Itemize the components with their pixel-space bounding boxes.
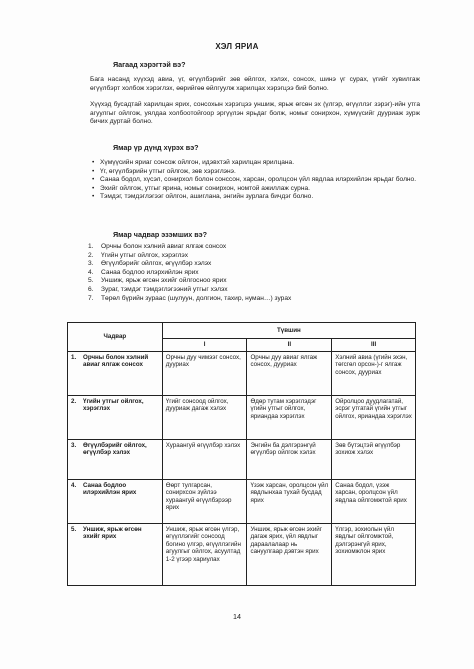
list-item [91, 176, 421, 185]
table-cell-skill: 4. Санаа бодлоо илэрхийлэн ярих [68, 479, 163, 523]
skills-item-text: Өгүүлбэрийг ойлгох, өгүүлбэр хэлэх [101, 260, 212, 268]
section-heading-results: Ямар үр дүнд хүрэх вэ? [113, 143, 199, 152]
table-row [68, 479, 416, 523]
list-item: 3. Өгүүлбэрийг ойлгох, өгүүлбэр хэлэх [88, 260, 212, 268]
skills-item-text: Уншиж, ярьж өгсөн эхийг ойлгосноо ярих [101, 277, 227, 285]
list-item [91, 193, 421, 202]
table-header-skill: Чадвар [68, 323, 163, 352]
table-cell: Үлгэр, зохиолын үйл явдлыг ойлгомжтой, дэлгэрэнгүй ярих, зохиомжлон ярих [332, 523, 416, 585]
bullet-icon: • [92, 184, 95, 192]
table-cell: Орчны дуу авиаг ялгаж сонсох, дууриах [247, 351, 332, 395]
table-cell: Зөв бүтэцтэй өгүүлбэр зохиож хэлэх [332, 439, 416, 479]
bullet-icon: • [92, 159, 95, 166]
table-cell-skill: 3. Өгүүлбэрийг ойлгох, өгүүлбэр хэлэх [68, 439, 163, 479]
skills-item-text: Үгийн утгыг ойлгох, хэрэглэх [101, 251, 189, 259]
skills-item-text: Санаа бодлоо илэрхийлэн ярих [101, 268, 199, 276]
list-item [91, 168, 421, 177]
list-item: 4. Санаа бодлоо илэрхийлэн ярих [88, 268, 199, 276]
table-cell: Уншиж, ярьж өгсөн эхийг дагаж ярих, үйл явдлыг дараалалаар нь сануулгаар дэвтэн ярих [247, 523, 332, 585]
table-cell-skill: 2. Үгийн утгыг ойлгох, хэрэглэх [68, 395, 163, 439]
results-item-text: Санаа бодол, хүсэл, сонирхол болон сонссон, харсан, оролцсон үйл явдлаа илэрхийлэн ярьдаг болно. [100, 176, 417, 184]
table-row [68, 351, 416, 395]
table-cell: Үгийг сонсоод ойлгох, дууриаж дагаж хэлэх [162, 395, 247, 439]
table-cell: Санаа бодол, үзэж харсан, оролцсон үйл явдлаа ойлгомжтой ярих [332, 479, 416, 523]
table-cell: Ойролцоо дуудлагатай, эсрэг утгатай үгийн утгыг ойлгох, яриандаа хэрэглэх [332, 395, 416, 439]
list-item: 5. Уншиж, ярьж өгсөн эхийг ойлгосноо ярих [88, 277, 227, 285]
results-list [91, 159, 421, 202]
table-cell: Орчны дуу чимээг сонсох, дууриах [162, 351, 247, 395]
table-cell-skill: 1. Орчны болон хэлний авиаг ялгаж сонсох [68, 351, 163, 395]
list-item: 7. Төрөл бүрийн зураас (шулуун, долгион, тахир, нуман…) зурах [88, 294, 292, 302]
skills-levels-table [67, 322, 416, 586]
skills-list [88, 243, 408, 303]
page-number: 14 [233, 612, 241, 621]
list-item: 6. Зураг, тэмдэг тэмдэглэгээний утгыг хэлэх [88, 285, 228, 293]
section-heading-skills: Ямар чадвар эзэмших вэ? [113, 230, 208, 239]
table-row [68, 439, 416, 479]
table-cell: Өдөр тутам хэрэглэдэг үгийн утгыг ойлгох, яриандаа хэрэглэх [247, 395, 332, 439]
paragraph-intro-1: Бага насанд хүүхэд авиа, үг, өгүүлбэрийг зөв өйлгох, хэлэх, сонсох, шинэ үг сурах, үгийг хувилгаж өгүүлбэрт холбож хэрэглэх, өөрийгөө өйлгуулж харилцах хэрэгцээ бий болно. [90, 76, 420, 92]
results-item-text: Хүмүүсийн яриаг сонсож ойлгон, идэвхтэй харилцан ярилцана. [100, 159, 295, 166]
results-item-text: Тэмдэг, тэмдэглэгээг ойлгон, ашиглана, энгийн зурлага бичдэг болно. [100, 193, 314, 201]
skills-item-text: Орчны болон хэлний авиаг ялгаж сонсох [101, 243, 227, 250]
table-cell: Өөрт тулгарсан, сонирхсон зүйлээ хураангуй өгүүлбэрээр ярих [162, 479, 247, 523]
bullet-icon: • [92, 193, 95, 201]
table-row [68, 523, 416, 585]
table-row [68, 395, 416, 439]
table-header-level-3: III [332, 339, 416, 352]
table-cell: Уншиж, ярьж өгсөн үлгэр, өгүүллэгийг сонсоод богино үлгэр, өгүүллэгийн агуулгыг ойлгох, асуултад 1-2 үгээр хариулах [162, 523, 247, 585]
list-item: 2. Үгийн утгыг ойлгох, хэрэглэх [88, 251, 189, 259]
document-title: ХЭЛ ЯРИА [215, 42, 259, 51]
bullet-icon: • [92, 176, 95, 184]
skills-item-text: Зураг, тэмдэг тэмдэглэгээний утгыг хэлэх [101, 285, 228, 293]
section-heading-why: Яагаад хэрэгтэй вэ? [113, 60, 186, 69]
table-cell: Хэлний авиа (үгийн эхэн, төгсгөл орсон-)-г ялгаж сонсох, дууриах [332, 351, 416, 395]
table-cell: Үзэж харсан, оролцсон үйл явдлынхаа тухай бусдад ярих [247, 479, 332, 523]
list-item [91, 159, 421, 168]
table-cell-skill: 5. Уншиж, ярьж өгсөн эхийг ярих [68, 523, 163, 585]
table-header-level: Түвшин [162, 323, 415, 339]
results-item-text: Үг, өгүүлбэрийн утгыг ойлгож, зөв хэрэглэнэ. [100, 167, 236, 175]
bullet-icon: • [92, 167, 95, 175]
table-cell: Хураангуй өгүүлбэр хэлэх [162, 439, 247, 479]
results-item-text: Эхийг ойлгож, утгыг ярина, номыг сонирхон, номтой ажиллаж сурна. [100, 184, 310, 192]
paragraph-intro-2: Хүүхэд бусадтай харилцан ярих, сонсохын хэрэгцээ уншиж, ярьж өгсөн эх (үлгэр, өгүүллэг зэрэг)-ийн утга агуулгыг ойлгож, уялдаа холбоотойгоор эргүүлэн ярьдаг болж, номыг сонирхон, хүмүүсийг дууриаж зурж бичих дуртай болно. [90, 101, 420, 126]
table-header-level-1: I [162, 339, 247, 352]
table-header-level-2: II [247, 339, 332, 352]
table-cell: Энгийн ба дэлгэрэнгүй өгүүлбэр ойлгож хэлэх [247, 439, 332, 479]
skills-item-text: Төрөл бүрийн зураас (шулуун, долгион, тахир, нуман…) зурах [101, 294, 292, 302]
list-item: 1. Орчны болон хэлний авиаг ялгаж сонсох [88, 243, 227, 250]
